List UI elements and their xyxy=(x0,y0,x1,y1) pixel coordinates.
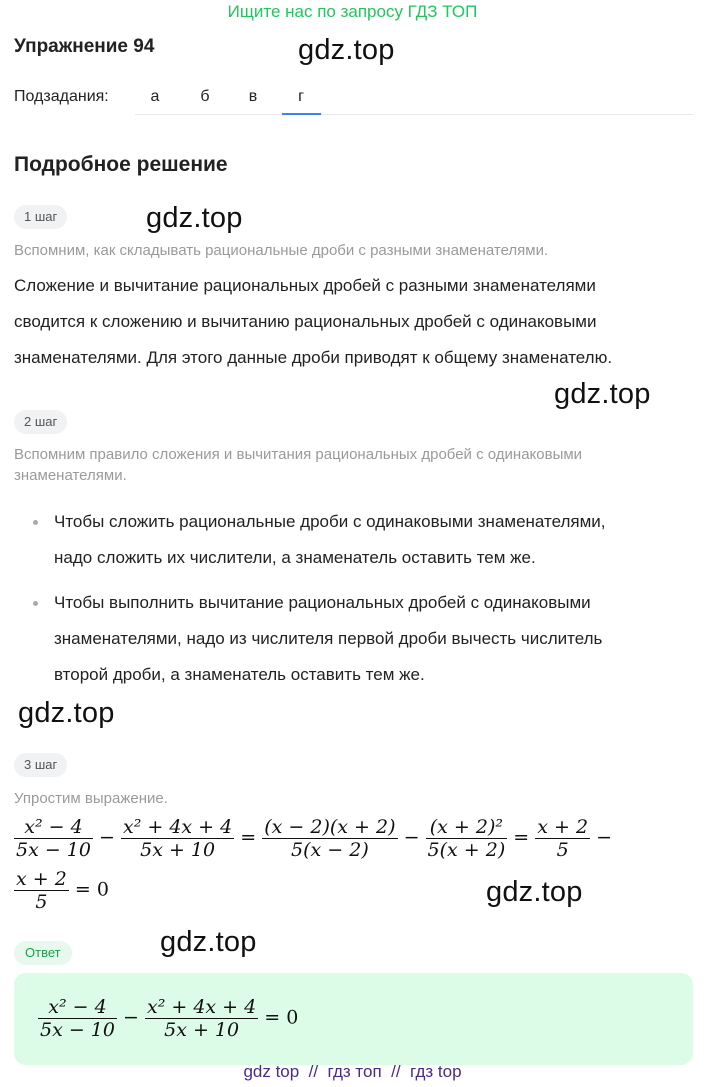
fraction: $\frac{x + 2}{5}$ xyxy=(16,868,67,913)
section-title: Подробное решение xyxy=(14,153,228,176)
watermark: gdz.top xyxy=(146,202,243,234)
step-1-badge: 1 шаг xyxy=(14,205,67,229)
watermark: gdz.top xyxy=(18,697,115,729)
tab-g-active[interactable]: г xyxy=(298,88,304,105)
step-3-hint: Упростим выражение. xyxy=(14,790,168,807)
subtasks-label: Подзадания: xyxy=(14,88,109,105)
step-1-line-2: сводится к сложению и вычитанию рациональных дробей с одинаковыми xyxy=(14,312,597,331)
watermark: gdz.top xyxy=(554,378,651,410)
bullet-dot xyxy=(33,520,38,525)
exercise-title: Упражнение 94 xyxy=(14,36,155,57)
tab-a[interactable]: а xyxy=(150,88,160,105)
promo-banner[interactable]: Ищите нас по запросу ГДЗ ТОП xyxy=(227,2,478,21)
answer-formula: $\frac{\text{x² − 4}}{5x - 10}$ − $\frac{\text{x² + 4x + 4}}{5x + 10}$ = 0 xyxy=(40,996,299,1041)
fraction: $\frac{(x - 2)(x + 2)}{5(x - 2)}$ xyxy=(264,816,396,861)
step-2-hint-line-2: знаменателями. xyxy=(14,467,127,484)
step-1-hint: Вспомним, как складывать рациональные дроби с разными знаменателями. xyxy=(14,242,549,259)
bullet-2-line-3: второй дроби, а знаменатель оставить тем же. xyxy=(54,665,425,684)
fraction: $\frac{\text{x² + 4x + 4}}{5x + 10}$ xyxy=(147,996,257,1041)
formula-line-1: $\frac{\text{x² − 4}}{5x - 10}$ − $\frac{\text{x² + 4x + 4}}{5x + 10}$ = $\frac{(x - 2)(x + 2)}{5(x - 2)}$ − $\frac{\text{(x + 2)²}}{5(x + 2)}$ = $\frac{x + 2}{5}$ − xyxy=(16,816,613,861)
step-1-line-1: Сложение и вычитание рациональных дробей с разными знаменателями xyxy=(14,276,596,295)
active-tab-indicator xyxy=(282,113,321,115)
watermark: gdz.top xyxy=(160,926,257,958)
step-3-badge: 3 шаг xyxy=(14,753,67,777)
bullet-1-line-1: Чтобы сложить рациональные дроби с одинаковыми знаменателями, xyxy=(54,512,606,531)
step-1-line-3: знаменателями. Для этого данные дроби приводят к общему знаменателю. xyxy=(14,348,613,367)
step-2-hint-line-1: Вспомним правило сложения и вычитания рациональных дробей с одинаковыми xyxy=(14,446,583,463)
watermark: gdz.top xyxy=(486,876,583,908)
fraction: $\frac{\text{(x + 2)²}}{5(x + 2)}$ xyxy=(427,816,506,861)
footer-links[interactable]: gdz top // гдз топ // гдз top xyxy=(243,1062,462,1081)
bullet-2-line-2: знаменателями, надо из числителя первой дроби вычесть числитель xyxy=(54,629,603,648)
formula-line-2: $\frac{x + 2}{5}$ = 0 xyxy=(16,868,109,913)
watermark: gdz.top xyxy=(298,34,395,66)
fraction: $\frac{\text{x² + 4x + 4}}{5x + 10}$ xyxy=(123,816,233,861)
tabs-divider xyxy=(135,114,693,115)
bullet-2-line-1: Чтобы выполнить вычитание рациональных дробей с одинаковыми xyxy=(54,593,591,612)
step-2-badge: 2 шаг xyxy=(14,410,67,434)
tab-v[interactable]: в xyxy=(248,88,258,105)
fraction: $\frac{\text{x² − 4}}{5x - 10}$ xyxy=(16,816,91,861)
bullet-1-line-2: надо сложить их числители, а знаменатель оставить тем же. xyxy=(54,548,536,567)
tab-b[interactable]: б xyxy=(200,88,210,105)
answer-badge: Ответ xyxy=(14,941,72,965)
fraction: $\frac{x + 2}{5}$ xyxy=(537,816,589,861)
bullet-dot xyxy=(33,601,38,606)
fraction: $\frac{\text{x² − 4}}{5x - 10}$ xyxy=(40,996,115,1041)
